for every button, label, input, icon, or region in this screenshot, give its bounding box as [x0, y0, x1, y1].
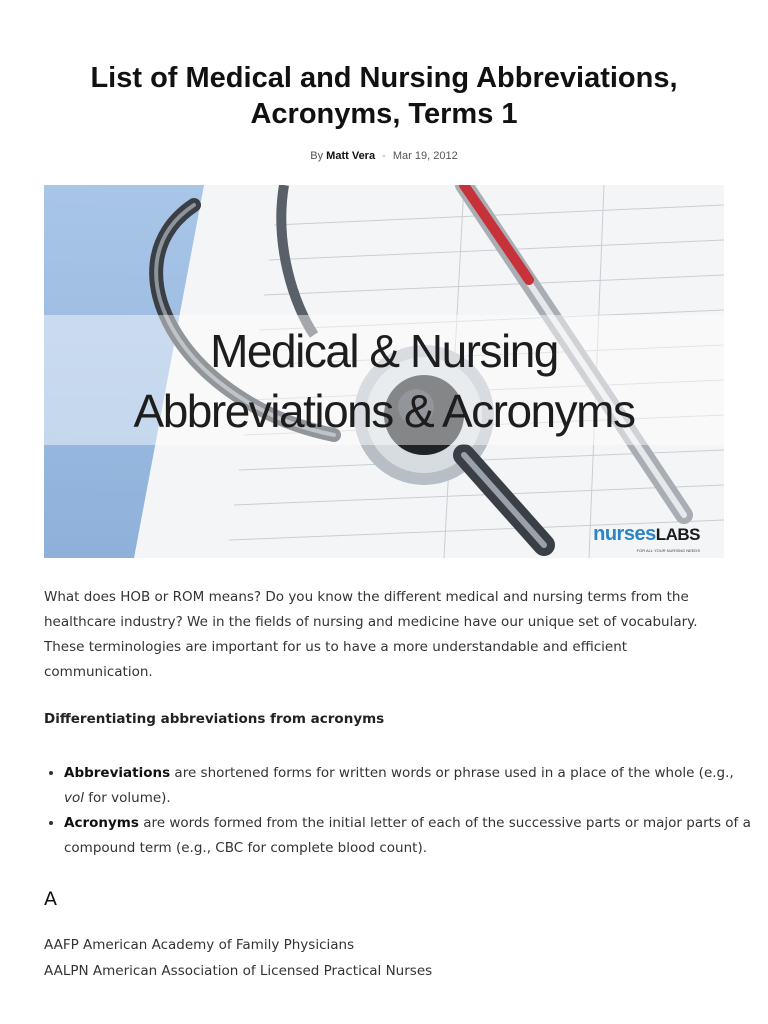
- hero-caption-line1: Medical & Nursing: [210, 325, 558, 377]
- byline: [0, 150, 768, 162]
- bullet-text: for volume).: [84, 790, 171, 806]
- term-entry: AALPN American Association of Licensed Practical Nurses: [44, 963, 433, 979]
- list-item: [64, 811, 754, 861]
- term-entry: AAFP American Academy of Family Physicians: [44, 937, 355, 953]
- bullet-term: Abbreviations: [64, 765, 171, 781]
- page-title: List of Medical and Nursing Abbreviations, Acronyms, Terms 1: [90, 62, 678, 130]
- bullet-term: Acronyms: [64, 815, 139, 831]
- logo-nurses: nurses: [593, 523, 656, 545]
- definition-list: [44, 761, 754, 861]
- list-item: [64, 761, 754, 811]
- logo-labs: LABS: [655, 525, 700, 544]
- section-subheading: Differentiating abbreviations from acronyms: [44, 711, 385, 727]
- bullet-text: are words formed from the initial letter of each of the successive parts or major parts of a compound term (e.g., CBC for complete blood count).: [64, 815, 751, 856]
- hero-caption-line2: Abbreviations & Acronyms: [133, 385, 635, 437]
- section-letter: A: [44, 888, 57, 910]
- intro-paragraph: What does HOB or ROM means? Do you know the different medical and nursing terms from the healthcare industry? We in the fields of nursing and medicine have our unique set of vocabulary. These terminologies are important for us to have a more understandable and efficient communication.: [44, 589, 698, 680]
- publish-date: Mar 19, 2012: [392, 150, 458, 162]
- byline-separator: -: [382, 150, 386, 162]
- hero-image: [44, 185, 724, 558]
- bullet-italic: vol: [64, 790, 84, 806]
- hero-illustration: [44, 185, 724, 558]
- author-link[interactable]: Matt Vera: [326, 150, 376, 162]
- bullet-text: are shortened forms for written words or phrase used in a place of the whole (e.g.,: [170, 765, 734, 781]
- byline-prefix: By: [310, 150, 324, 162]
- nurseslabs-logo: [593, 523, 700, 553]
- logo-tagline: FOR ALL YOUR NURSING NEEDS: [636, 548, 700, 553]
